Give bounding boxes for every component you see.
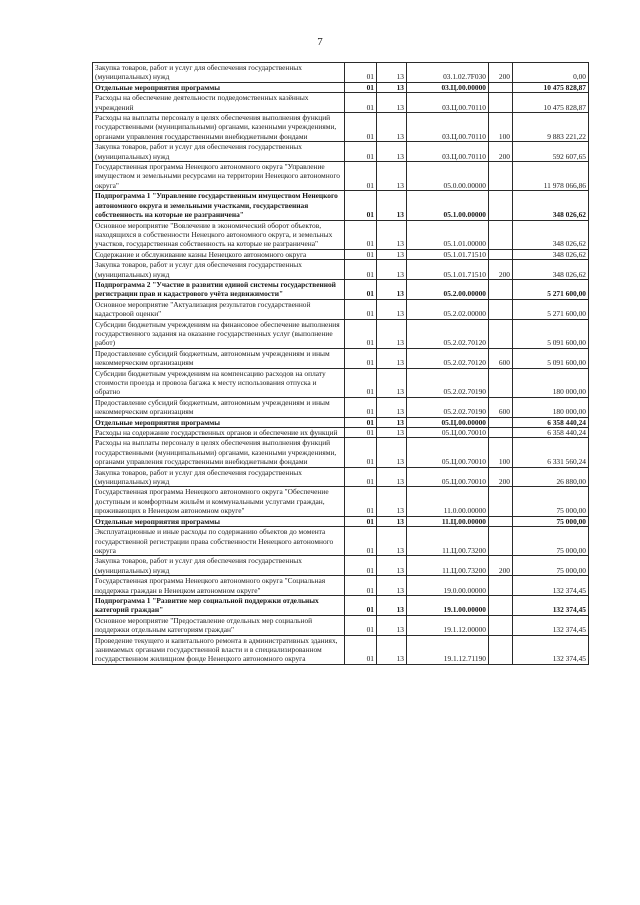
row-name-cell: Подпрограмма 2 "Участие в развитии единой системы государственной регистрации прав и кадастрового учёта недвижимости" bbox=[93, 279, 345, 299]
row-section-cell: 01 bbox=[345, 260, 377, 280]
row-subsection-cell: 13 bbox=[377, 428, 407, 438]
row-subsection-cell: 13 bbox=[377, 162, 407, 191]
row-subsection-cell: 13 bbox=[377, 635, 407, 664]
row-section-cell: 01 bbox=[345, 63, 377, 83]
row-target-code-cell: 03.1.02.7F030 bbox=[407, 63, 489, 83]
row-name-cell: Подпрограмма 1 "Развитие мер социальной поддержки отдельных категорий граждан" bbox=[93, 595, 345, 615]
row-amount-cell: 592 607,65 bbox=[513, 142, 589, 162]
row-name-cell: Расходы на содержание государственных органов и обеспечение их функций bbox=[93, 428, 345, 438]
row-subsection-cell: 13 bbox=[377, 397, 407, 417]
row-subsection-cell: 13 bbox=[377, 142, 407, 162]
table-row bbox=[93, 615, 589, 635]
row-target-code-cell: 05.2.02.70190 bbox=[407, 368, 489, 397]
row-amount-cell: 5 271 600,00 bbox=[513, 299, 589, 319]
row-section-cell: 01 bbox=[345, 595, 377, 615]
row-section-cell: 01 bbox=[345, 438, 377, 467]
row-name-cell: Основное мероприятие "Актуализация результатов государственной кадастровой оценки" bbox=[93, 299, 345, 319]
table-row bbox=[93, 576, 589, 596]
row-name-cell: Государственная программа Ненецкого автономного округа "Социальная поддержка граждан в Ненецком автономном округе" bbox=[93, 576, 345, 596]
row-expense-type-cell bbox=[489, 516, 513, 526]
row-section-cell: 01 bbox=[345, 348, 377, 368]
table-row bbox=[93, 220, 589, 249]
row-section-cell: 01 bbox=[345, 615, 377, 635]
table-row bbox=[93, 595, 589, 615]
row-expense-type-cell bbox=[489, 428, 513, 438]
row-target-code-cell: 05.2.02.70120 bbox=[407, 348, 489, 368]
table-row bbox=[93, 348, 589, 368]
row-section-cell: 01 bbox=[345, 516, 377, 526]
row-expense-type-cell: 200 bbox=[489, 260, 513, 280]
row-name-cell: Субсидии бюджетным учреждениям на компенсацию расходов на оплату стоимости проезда и провоза багажа к месту использования отпуска и обратно bbox=[93, 368, 345, 397]
row-target-code-cell: 05.1.01.71510 bbox=[407, 249, 489, 259]
row-section-cell: 01 bbox=[345, 191, 377, 220]
row-name-cell: Основное мероприятие "Вовлечение в экономический оборот объектов, находящихся в собственности Ненецкого автономного округа, и земельных участков, государственная собственность на которые не разграничена" bbox=[93, 220, 345, 249]
row-subsection-cell: 13 bbox=[377, 82, 407, 92]
row-section-cell: 01 bbox=[345, 417, 377, 427]
row-expense-type-cell bbox=[489, 615, 513, 635]
row-expense-type-cell: 200 bbox=[489, 63, 513, 83]
row-expense-type-cell bbox=[489, 368, 513, 397]
table-row bbox=[93, 467, 589, 487]
row-expense-type-cell: 600 bbox=[489, 397, 513, 417]
row-amount-cell: 75 000,00 bbox=[513, 487, 589, 516]
row-target-code-cell: 05.Ц.00.00000 bbox=[407, 417, 489, 427]
table-row bbox=[93, 397, 589, 417]
row-name-cell: Закупка товаров, работ и услуг для обеспечения государственных (муниципальных) нужд bbox=[93, 63, 345, 83]
row-subsection-cell: 13 bbox=[377, 348, 407, 368]
row-section-cell: 01 bbox=[345, 113, 377, 142]
row-section-cell: 01 bbox=[345, 527, 377, 556]
table-row bbox=[93, 438, 589, 467]
row-name-cell: Отдельные мероприятия программы bbox=[93, 82, 345, 92]
table-row bbox=[93, 82, 589, 92]
row-expense-type-cell: 200 bbox=[489, 556, 513, 576]
table-row bbox=[93, 428, 589, 438]
row-amount-cell: 6 358 440,24 bbox=[513, 417, 589, 427]
row-amount-cell: 348 026,62 bbox=[513, 260, 589, 280]
row-section-cell: 01 bbox=[345, 249, 377, 259]
table-row bbox=[93, 516, 589, 526]
row-target-code-cell: 05.Ц.00.70010 bbox=[407, 467, 489, 487]
row-name-cell: Субсидии бюджетным учреждениям на финансовое обеспечение выполнения государственного задания на оказание государственных услуг (выполнение работ) bbox=[93, 319, 345, 348]
row-subsection-cell: 13 bbox=[377, 556, 407, 576]
table-row bbox=[93, 319, 589, 348]
row-subsection-cell: 13 bbox=[377, 113, 407, 142]
row-subsection-cell: 13 bbox=[377, 615, 407, 635]
row-amount-cell: 132 374,45 bbox=[513, 595, 589, 615]
row-target-code-cell: 05.Ц.00.70010 bbox=[407, 438, 489, 467]
table-row bbox=[93, 527, 589, 556]
row-amount-cell: 0,00 bbox=[513, 63, 589, 83]
row-amount-cell: 5 271 600,00 bbox=[513, 279, 589, 299]
table-row bbox=[93, 249, 589, 259]
row-target-code-cell: 05.1.01.00000 bbox=[407, 220, 489, 249]
row-subsection-cell: 13 bbox=[377, 595, 407, 615]
row-amount-cell: 348 026,62 bbox=[513, 220, 589, 249]
row-amount-cell: 180 000,00 bbox=[513, 368, 589, 397]
row-target-code-cell: 11.Ц.00.73200 bbox=[407, 556, 489, 576]
row-target-code-cell: 05.2.02.70190 bbox=[407, 397, 489, 417]
row-name-cell: Основное мероприятие "Предоставление отдельных мер социальной поддержки отдельным категориям граждан" bbox=[93, 615, 345, 635]
row-name-cell: Эксплуатационные и иные расходы по содержанию объектов до момента государственной регистрации права собственности Ненецкого автономного округа bbox=[93, 527, 345, 556]
row-section-cell: 01 bbox=[345, 576, 377, 596]
row-subsection-cell: 13 bbox=[377, 220, 407, 249]
row-name-cell: Закупка товаров, работ и услуг для обеспечения государственных (муниципальных) нужд bbox=[93, 556, 345, 576]
row-expense-type-cell bbox=[489, 82, 513, 92]
row-expense-type-cell bbox=[489, 220, 513, 249]
row-target-code-cell: 19.1.00.00000 bbox=[407, 595, 489, 615]
row-expense-type-cell: 600 bbox=[489, 348, 513, 368]
row-name-cell: Расходы на выплаты персоналу в целях обеспечения выполнения функций государственными (муниципальными) органами, казенными учреждениями, органами управления государственными внебюджетными фондами bbox=[93, 438, 345, 467]
row-amount-cell: 26 880,00 bbox=[513, 467, 589, 487]
row-expense-type-cell: 100 bbox=[489, 113, 513, 142]
table-row bbox=[93, 260, 589, 280]
row-target-code-cell: 03.Ц.00.70110 bbox=[407, 142, 489, 162]
row-expense-type-cell bbox=[489, 162, 513, 191]
row-amount-cell: 11 978 066,86 bbox=[513, 162, 589, 191]
row-amount-cell: 6 331 560,24 bbox=[513, 438, 589, 467]
row-subsection-cell: 13 bbox=[377, 319, 407, 348]
row-target-code-cell: 05.Ц.00.70010 bbox=[407, 428, 489, 438]
row-target-code-cell: 03.Ц.00.70110 bbox=[407, 93, 489, 113]
row-amount-cell: 348 026,62 bbox=[513, 191, 589, 220]
table-row bbox=[93, 113, 589, 142]
row-target-code-cell: 05.2.02.00000 bbox=[407, 299, 489, 319]
row-section-cell: 01 bbox=[345, 556, 377, 576]
row-target-code-cell: 11.Ц.00.73200 bbox=[407, 527, 489, 556]
row-amount-cell: 5 091 600,00 bbox=[513, 319, 589, 348]
row-section-cell: 01 bbox=[345, 635, 377, 664]
row-section-cell: 01 bbox=[345, 487, 377, 516]
row-target-code-cell: 19.0.00.00000 bbox=[407, 576, 489, 596]
row-amount-cell: 180 000,00 bbox=[513, 397, 589, 417]
row-amount-cell: 6 358 440,24 bbox=[513, 428, 589, 438]
row-target-code-cell: 05.2.02.70120 bbox=[407, 319, 489, 348]
row-name-cell: Закупка товаров, работ и услуг для обеспечения государственных (муниципальных) нужд bbox=[93, 467, 345, 487]
row-target-code-cell: 11.0.00.00000 bbox=[407, 487, 489, 516]
row-section-cell: 01 bbox=[345, 319, 377, 348]
row-subsection-cell: 13 bbox=[377, 260, 407, 280]
row-subsection-cell: 13 bbox=[377, 191, 407, 220]
row-expense-type-cell bbox=[489, 299, 513, 319]
table-row bbox=[93, 93, 589, 113]
row-amount-cell: 5 091 600,00 bbox=[513, 348, 589, 368]
row-section-cell: 01 bbox=[345, 279, 377, 299]
row-name-cell: Содержание и обслуживание казны Ненецкого автономного округа bbox=[93, 249, 345, 259]
table-row bbox=[93, 417, 589, 427]
row-amount-cell: 348 026,62 bbox=[513, 249, 589, 259]
row-expense-type-cell bbox=[489, 527, 513, 556]
row-name-cell: Проведение текущего и капитального ремонта в административных зданиях, занимаемых органами государственной власти и в специализированном государственном жилищном фонде Ненецкого автономного округа bbox=[93, 635, 345, 664]
row-section-cell: 01 bbox=[345, 82, 377, 92]
row-section-cell: 01 bbox=[345, 368, 377, 397]
row-name-cell: Закупка товаров, работ и услуг для обеспечения государственных (муниципальных) нужд bbox=[93, 260, 345, 280]
row-amount-cell: 75 000,00 bbox=[513, 527, 589, 556]
row-subsection-cell: 13 bbox=[377, 299, 407, 319]
row-subsection-cell: 13 bbox=[377, 527, 407, 556]
table-row bbox=[93, 162, 589, 191]
row-name-cell: Государственная программа Ненецкого автономного округа "Обеспечение доступным и комфортным жильём и коммунальными услугами граждан, проживающих в Ненецком автономном округе" bbox=[93, 487, 345, 516]
budget-table bbox=[92, 62, 589, 665]
row-target-code-cell: 03.Ц.00.70110 bbox=[407, 113, 489, 142]
row-expense-type-cell bbox=[489, 417, 513, 427]
table-row bbox=[93, 487, 589, 516]
row-expense-type-cell bbox=[489, 191, 513, 220]
row-name-cell: Отдельные мероприятия программы bbox=[93, 516, 345, 526]
table-row bbox=[93, 368, 589, 397]
row-subsection-cell: 13 bbox=[377, 487, 407, 516]
row-expense-type-cell: 100 bbox=[489, 438, 513, 467]
row-expense-type-cell: 200 bbox=[489, 467, 513, 487]
row-target-code-cell: 05.0.00.00000 bbox=[407, 162, 489, 191]
row-name-cell: Государственная программа Ненецкого автономного округа "Управление имуществом и земельными ресурсами на территории Ненецкого автономного округа" bbox=[93, 162, 345, 191]
row-target-code-cell: 19.1.12.71190 bbox=[407, 635, 489, 664]
row-name-cell: Расходы на выплаты персоналу в целях обеспечения выполнения функций государственными (муниципальными) органами, казенными учреждениями, органами управления государственными внебюджетными фондами bbox=[93, 113, 345, 142]
row-section-cell: 01 bbox=[345, 162, 377, 191]
row-section-cell: 01 bbox=[345, 93, 377, 113]
budget-table-body bbox=[93, 63, 589, 665]
row-expense-type-cell: 200 bbox=[489, 142, 513, 162]
row-subsection-cell: 13 bbox=[377, 368, 407, 397]
row-target-code-cell: 05.2.00.00000 bbox=[407, 279, 489, 299]
row-amount-cell: 9 883 221,22 bbox=[513, 113, 589, 142]
table-row bbox=[93, 191, 589, 220]
row-name-cell: Закупка товаров, работ и услуг для обеспечения государственных (муниципальных) нужд bbox=[93, 142, 345, 162]
row-target-code-cell: 05.1.00.00000 bbox=[407, 191, 489, 220]
table-row bbox=[93, 63, 589, 83]
row-name-cell: Отдельные мероприятия программы bbox=[93, 417, 345, 427]
row-expense-type-cell bbox=[489, 93, 513, 113]
row-section-cell: 01 bbox=[345, 467, 377, 487]
row-amount-cell: 75 000,00 bbox=[513, 516, 589, 526]
row-subsection-cell: 13 bbox=[377, 249, 407, 259]
row-expense-type-cell bbox=[489, 635, 513, 664]
row-amount-cell: 10 475 828,87 bbox=[513, 82, 589, 92]
row-expense-type-cell bbox=[489, 576, 513, 596]
row-amount-cell: 75 000,00 bbox=[513, 556, 589, 576]
row-target-code-cell: 05.1.01.71510 bbox=[407, 260, 489, 280]
row-section-cell: 01 bbox=[345, 428, 377, 438]
page-number: 7 bbox=[317, 36, 323, 48]
row-target-code-cell: 19.1.12.00000 bbox=[407, 615, 489, 635]
row-subsection-cell: 13 bbox=[377, 279, 407, 299]
row-subsection-cell: 13 bbox=[377, 576, 407, 596]
row-expense-type-cell bbox=[489, 249, 513, 259]
row-subsection-cell: 13 bbox=[377, 438, 407, 467]
row-subsection-cell: 13 bbox=[377, 63, 407, 83]
row-section-cell: 01 bbox=[345, 397, 377, 417]
row-subsection-cell: 13 bbox=[377, 93, 407, 113]
row-amount-cell: 10 475 828,87 bbox=[513, 93, 589, 113]
row-name-cell: Расходы на обеспечение деятельности подведомственных казённых учреждений bbox=[93, 93, 345, 113]
row-expense-type-cell bbox=[489, 595, 513, 615]
row-name-cell: Подпрограмма 1 "Управление государственным имуществом Ненецкого автономного округа и земельными участками, государственная собственность на которые не разграничена" bbox=[93, 191, 345, 220]
row-target-code-cell: 03.Ц.00.00000 bbox=[407, 82, 489, 92]
table-row bbox=[93, 635, 589, 664]
row-section-cell: 01 bbox=[345, 142, 377, 162]
row-amount-cell: 132 374,45 bbox=[513, 615, 589, 635]
table-row bbox=[93, 556, 589, 576]
table-row bbox=[93, 299, 589, 319]
row-section-cell: 01 bbox=[345, 220, 377, 249]
row-expense-type-cell bbox=[489, 319, 513, 348]
table-row bbox=[93, 142, 589, 162]
row-name-cell: Предоставление субсидий бюджетным, автономным учреждениям и иным некоммерческим организациям bbox=[93, 397, 345, 417]
row-target-code-cell: 11.Ц.00.00000 bbox=[407, 516, 489, 526]
row-subsection-cell: 13 bbox=[377, 417, 407, 427]
row-amount-cell: 132 374,45 bbox=[513, 576, 589, 596]
row-name-cell: Предоставление субсидий бюджетным, автономным учреждениям и иным некоммерческим организациям bbox=[93, 348, 345, 368]
row-subsection-cell: 13 bbox=[377, 516, 407, 526]
row-amount-cell: 132 374,45 bbox=[513, 635, 589, 664]
row-expense-type-cell bbox=[489, 487, 513, 516]
row-section-cell: 01 bbox=[345, 299, 377, 319]
row-subsection-cell: 13 bbox=[377, 467, 407, 487]
table-row bbox=[93, 279, 589, 299]
row-expense-type-cell bbox=[489, 279, 513, 299]
